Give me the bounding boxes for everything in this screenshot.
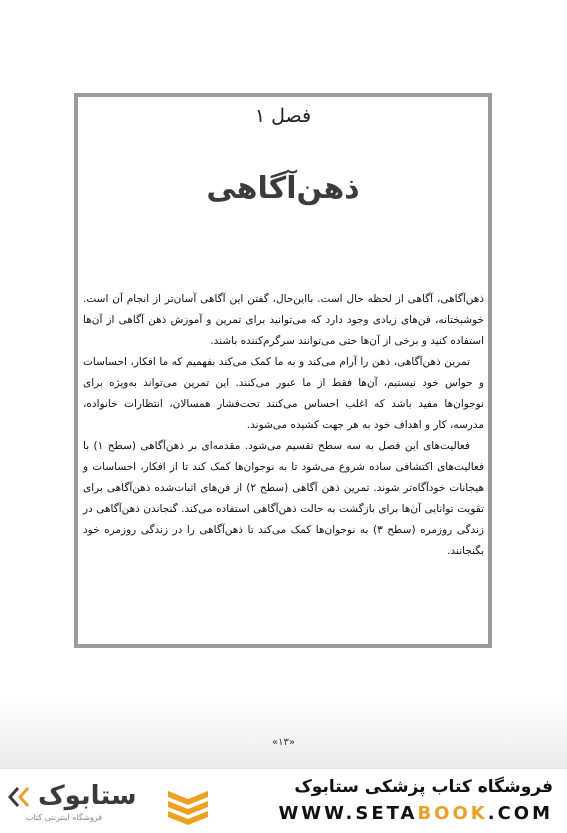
double-chevron-icon	[6, 785, 36, 809]
setabook-logo[interactable]	[6, 781, 137, 827]
page-bottom-shade	[0, 700, 567, 768]
store-name: فروشگاه کتاب پزشکی ستابوک	[294, 777, 553, 797]
url-accent: BOOK	[417, 803, 488, 824]
logo-tagline: فروشگاه اینترنتی کتاب	[26, 813, 103, 822]
paragraph: فعالیت‌های این فصل به سه سطح تقسیم می‌شود. مقدمه‌ای بر ذهن‌آگاهی (سطح ۱) با فعالیت‌های اکتشافی ساده شروع می‌شود تا به نوجوان‌ها کمک کند تا از افکار، احساسات و هیجانات خودآگاه‌تر شوند. تمرین ذهن آگاهی (سطح ۲) از فن‌های اثبات‌شده ذهن‌آگاهی برای تقویت توانایی آن‌ها برای بازگشت به حالت ذهن‌آگاهی استفاده می‌کند. گنجاندن ذهن‌آگاهی در زندگی روزمره (سطح ۳) به نوجوان‌ها کمک می‌کند تا ذهن‌آگاهی را در زندگی روزمره خود بگنجانند.	[83, 440, 485, 557]
paragraph: تمرین ذهن‌آگاهی، ذهن را آرام می‌کند و به ما کمک می‌کند بفهمیم که ما افکار، احساسات و حواس خود نیستیم، آن‌ها فقط از ما عبور می‌کنند. این تمرین می‌تواند به‌ویژه برای نوجوان‌ها مفید باشد که اغلب احساس می‌کنند تحت‌فشار همسالان، انتظارات خانواده، مدرسه، کار و اهداف خود به هر جهت کشیده می‌شوند.	[83, 356, 484, 431]
page-number: «۱۳»	[272, 737, 295, 748]
paragraph: ذهن‌آگاهی، آگاهی از لحظه حال است. بااین‌حال، گفتن این آگاهی آسان‌تر از انجام آن است. خوشبختانه، فن‌های زیادی وجود دارد که می‌توانید برای تمرین و آموزش ذهن آگاهی از آن‌ها استفاده کنید و برخی از آن‌ها حتی می‌توانند سرگرم‌کننده باشند.	[83, 293, 484, 347]
logo-wordmark: ستابوک	[38, 781, 137, 811]
footer-banner	[0, 768, 567, 833]
url-prefix: WWW.SETA	[278, 803, 418, 824]
book-stack-icon	[158, 785, 218, 829]
store-url[interactable]	[278, 803, 553, 824]
url-suffix: .COM	[487, 803, 553, 824]
chapter-label: فصل ۱	[254, 105, 312, 127]
chapter-body	[83, 289, 484, 562]
page-frame	[74, 93, 492, 648]
chapter-title: ذهن‌آگاهی	[206, 171, 360, 206]
